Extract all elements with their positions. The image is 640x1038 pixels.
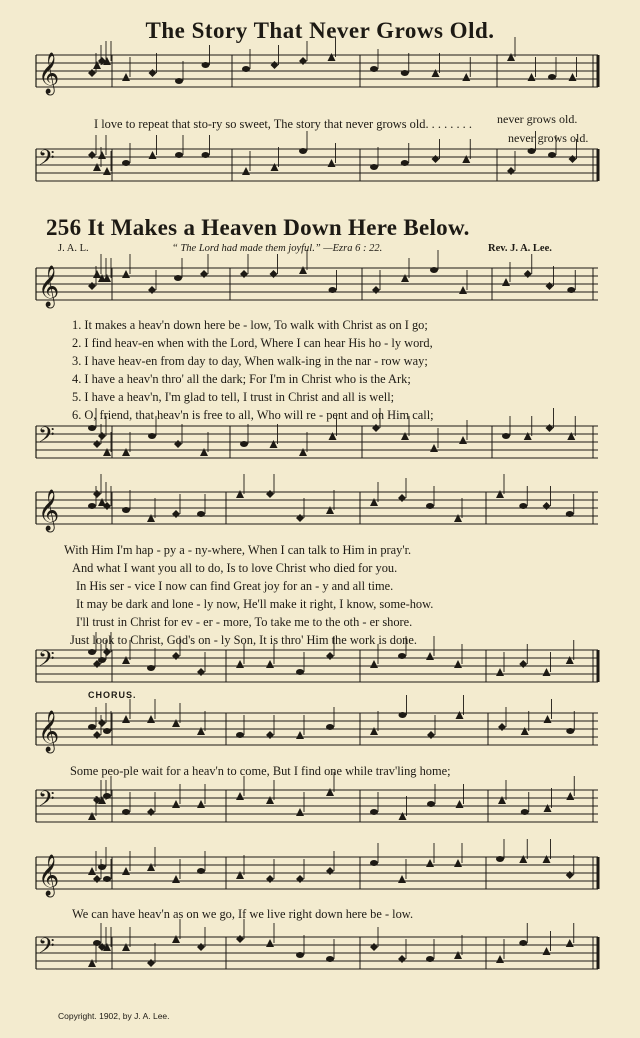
notehead: [88, 503, 96, 509]
bass-clef-icon: 𝄢: [38, 934, 55, 964]
notehead: [98, 432, 106, 440]
notehead: [200, 448, 208, 456]
notehead: [372, 286, 380, 294]
notehead: [519, 503, 527, 509]
chorus-line-2: We can have heav'n as on we go, If we live right down here be - low.: [72, 907, 414, 921]
notehead: [242, 66, 250, 72]
notehead: [172, 800, 180, 808]
notehead: [93, 270, 101, 278]
notehead: [496, 668, 504, 676]
notehead: [370, 66, 378, 72]
notehead: [430, 444, 438, 452]
notehead: [299, 266, 307, 274]
notehead: [270, 440, 278, 448]
notehead: [567, 287, 575, 293]
notehead: [507, 167, 515, 175]
notehead: [502, 278, 510, 286]
notehead: [266, 875, 274, 883]
notehead: [296, 808, 304, 816]
notehead: [147, 665, 155, 671]
notehead: [172, 719, 180, 727]
previous-hymn-echo-2: never grows old.: [508, 131, 589, 145]
notehead: [149, 69, 157, 77]
notehead: [326, 788, 334, 796]
notehead: [456, 800, 464, 808]
notehead: [398, 955, 406, 963]
notehead: [454, 951, 462, 959]
notehead: [103, 728, 111, 734]
notehead: [462, 155, 470, 163]
notehead: [329, 287, 337, 293]
previous-hymn-echo-1: never grows old.: [497, 112, 578, 126]
notehead: [566, 656, 574, 664]
notehead: [122, 270, 130, 278]
notehead: [98, 151, 106, 159]
notehead: [426, 956, 434, 962]
notehead: [519, 660, 527, 668]
notehead: [401, 70, 409, 76]
notehead: [566, 792, 574, 800]
notehead: [88, 151, 96, 159]
notehead: [240, 441, 248, 447]
notehead: [172, 510, 180, 518]
bass-clef-icon: 𝄢: [38, 423, 55, 453]
notehead: [566, 511, 574, 517]
notehead: [103, 876, 111, 882]
stanza-3-line-2: In His ser - vice I now can find Great joy for an - y and all time.: [76, 579, 394, 593]
bass-clef-icon: 𝄢: [38, 647, 55, 677]
notehead: [88, 812, 96, 820]
notehead: [498, 796, 506, 804]
notehead: [326, 867, 334, 875]
notehead: [454, 660, 462, 668]
notehead: [543, 855, 551, 863]
notehead: [122, 73, 130, 81]
notehead: [175, 78, 183, 84]
notehead: [524, 432, 532, 440]
notehead: [172, 935, 180, 943]
notehead: [432, 155, 440, 163]
notehead: [569, 73, 577, 81]
notehead: [122, 160, 130, 166]
scripture-reference: “ The Lord had made them joyful.” —Ezra 6 : 22.: [172, 243, 383, 254]
notehead: [148, 286, 156, 294]
notehead: [122, 943, 130, 951]
notehead: [370, 943, 378, 951]
notehead: [329, 432, 337, 440]
notehead: [88, 282, 96, 290]
notehead: [456, 711, 464, 719]
notehead: [430, 267, 438, 273]
chorus-label: CHORUS.: [88, 690, 137, 700]
notehead: [88, 724, 96, 730]
notehead: [543, 502, 551, 510]
notehead: [398, 875, 406, 883]
notehead: [172, 875, 180, 883]
notehead: [569, 155, 577, 163]
notehead: [519, 855, 527, 863]
notehead: [236, 935, 244, 943]
stanza-2-line-2: And what I want you all to do, Is to love Christ who died for you.: [72, 561, 398, 575]
notehead: [172, 652, 180, 660]
stanza-6-line-1: 6. O, friend, that heav'n is free to all, Who will re - pent and on Him call;: [72, 408, 434, 422]
notehead: [401, 160, 409, 166]
notehead: [98, 864, 106, 870]
notehead: [399, 712, 407, 718]
notehead: [93, 163, 101, 171]
notehead: [459, 436, 467, 444]
previous-hymn-title: The Story That Never Grows Old.: [145, 18, 495, 43]
notehead: [98, 657, 106, 663]
notehead: [507, 53, 515, 61]
notehead: [326, 956, 334, 962]
notehead: [296, 514, 304, 522]
notehead: [548, 74, 556, 80]
notehead: [174, 440, 182, 448]
notehead: [103, 648, 111, 656]
notehead: [299, 57, 307, 65]
notehead: [103, 167, 111, 175]
notehead: [266, 490, 274, 498]
notehead: [543, 947, 551, 955]
notehead: [103, 274, 111, 282]
notehead: [496, 856, 504, 862]
notehead: [524, 270, 532, 278]
stanza-1-line-1: 1. It makes a heav'n down here be - low, To walk with Christ as on I go;: [72, 318, 428, 332]
stanza-5-line-2: I'll trust in Christ for ev - er - more, To take me to the oth - er shore.: [76, 615, 413, 629]
notehead: [567, 432, 575, 440]
notehead: [147, 514, 155, 522]
notehead: [103, 793, 111, 799]
bass-clef-icon: 𝄢: [38, 787, 55, 817]
notehead: [197, 727, 205, 735]
notehead: [328, 159, 336, 167]
notehead: [370, 164, 378, 170]
notehead: [202, 62, 210, 68]
hymn-title-text: It Makes a Heaven Down Here Below.: [87, 215, 470, 240]
notehead: [147, 808, 155, 816]
notehead: [328, 53, 336, 61]
stanza-1-line-2: With Him I'm hap - py a - ny-where, When I can talk to Him in pray'r.: [64, 543, 412, 557]
notehead: [546, 424, 554, 432]
notehead: [566, 939, 574, 947]
notehead: [93, 875, 101, 883]
treble-clef-icon: 𝄞: [38, 490, 60, 531]
notehead: [326, 506, 334, 514]
notehead: [372, 424, 380, 432]
notehead: [296, 669, 304, 675]
notehead: [88, 649, 96, 655]
notehead: [498, 723, 506, 731]
notehead: [148, 433, 156, 439]
stanza-4-line-2: It may be dark and lone - ly now, He'll make it right, I know, some-how.: [76, 597, 434, 611]
notehead: [528, 148, 536, 154]
notehead: [147, 715, 155, 723]
notehead: [427, 731, 435, 739]
stanza-2-line-1: 2. I find heav-en when with the Lord, Where I can hear His ho - ly word,: [72, 336, 433, 350]
notehead: [326, 652, 334, 660]
notehead: [370, 727, 378, 735]
notehead: [566, 871, 574, 879]
notehead: [93, 940, 101, 946]
notehead: [398, 653, 406, 659]
notehead: [370, 809, 378, 815]
notehead: [266, 731, 274, 739]
notehead: [521, 727, 529, 735]
notehead: [426, 652, 434, 660]
notehead: [236, 490, 244, 498]
notehead: [432, 69, 440, 77]
notehead: [271, 163, 279, 171]
notehead: [370, 660, 378, 668]
notehead: [398, 494, 406, 502]
notehead: [296, 731, 304, 739]
notehead: [149, 151, 157, 159]
notehead: [236, 792, 244, 800]
notehead: [296, 952, 304, 958]
notehead: [174, 275, 182, 281]
notehead: [496, 955, 504, 963]
notehead: [122, 809, 130, 815]
notehead: [271, 61, 279, 69]
notehead: [88, 69, 96, 77]
notehead: [122, 656, 130, 664]
notehead: [426, 859, 434, 867]
notehead: [454, 514, 462, 522]
words-initials: J. A. L.: [58, 243, 89, 254]
stanza-6-line-2: Just look to Christ, God's on - ly Son, It is thro' Him the work is done.: [70, 633, 417, 647]
notehead: [399, 812, 407, 820]
notehead: [370, 860, 378, 866]
notehead: [401, 432, 409, 440]
notehead: [566, 728, 574, 734]
notehead: [98, 719, 106, 727]
notehead: [519, 940, 527, 946]
notehead: [521, 809, 529, 815]
notehead: [175, 152, 183, 158]
notehead: [544, 804, 552, 812]
notehead: [502, 433, 510, 439]
notehead: [401, 274, 409, 282]
notehead: [197, 668, 205, 676]
notehead: [197, 511, 205, 517]
notehead: [496, 490, 504, 498]
notehead: [544, 715, 552, 723]
notehead: [93, 490, 101, 498]
chorus-line-1: Some peo-ple wait for a heav'n to come, But I find one while trav'ling home;: [70, 764, 451, 778]
notehead: [299, 148, 307, 154]
notehead: [454, 859, 462, 867]
copyright-notice: Copyright. 1902, by J. A. Lee.: [58, 1011, 170, 1021]
notehead: [197, 943, 205, 951]
notehead: [147, 959, 155, 967]
previous-hymn-lyric: I love to repeat that sto-ry so sweet, The story that never grows old. . . . . . . .: [94, 117, 472, 131]
notehead: [88, 425, 96, 431]
notehead: [122, 507, 130, 513]
notehead: [236, 660, 244, 668]
notehead: [200, 270, 208, 278]
stanza-4-line-1: 4. I have a heav'n thro' all the dark; For I'm in Christ who is the Ark;: [72, 372, 411, 386]
notehead: [103, 448, 111, 456]
notehead: [546, 282, 554, 290]
notehead: [370, 498, 378, 506]
notehead: [326, 724, 334, 730]
notehead: [266, 796, 274, 804]
notehead: [88, 867, 96, 875]
treble-clef-icon: 𝄞: [38, 711, 60, 752]
author-credit: Rev. J. A. Lee.: [488, 243, 552, 254]
notehead: [296, 875, 304, 883]
notehead: [197, 800, 205, 808]
notehead: [122, 715, 130, 723]
notehead: [122, 867, 130, 875]
notehead: [202, 152, 210, 158]
notehead: [266, 660, 274, 668]
stanza-5-line-1: 5. I have a heav'n, I'm glad to tell, I trust in Christ and all is well;: [72, 390, 395, 404]
bass-clef-icon: 𝄢: [38, 146, 55, 176]
notehead: [270, 270, 278, 278]
stanza-3-line-1: 3. I have heav-en from day to day, When walk-ing in the nar - row way;: [72, 354, 428, 368]
notehead: [459, 286, 467, 294]
notehead: [197, 868, 205, 874]
notehead: [93, 440, 101, 448]
treble-clef-icon: 𝄞: [38, 53, 60, 94]
notehead: [548, 152, 556, 158]
notehead: [88, 959, 96, 967]
notehead: [236, 871, 244, 879]
notehead: [299, 448, 307, 456]
treble-clef-icon: 𝄞: [38, 266, 60, 307]
notehead: [122, 448, 130, 456]
notehead: [147, 863, 155, 871]
notehead: [93, 731, 101, 739]
notehead: [236, 732, 244, 738]
notehead: [543, 668, 551, 676]
notehead: [426, 503, 434, 509]
notehead: [242, 167, 250, 175]
hymn-number: 256: [46, 215, 82, 240]
treble-clef-icon: 𝄞: [38, 855, 60, 896]
notehead: [240, 270, 248, 278]
notehead: [266, 939, 274, 947]
notehead: [462, 73, 470, 81]
notehead: [528, 73, 536, 81]
notehead: [427, 801, 435, 807]
